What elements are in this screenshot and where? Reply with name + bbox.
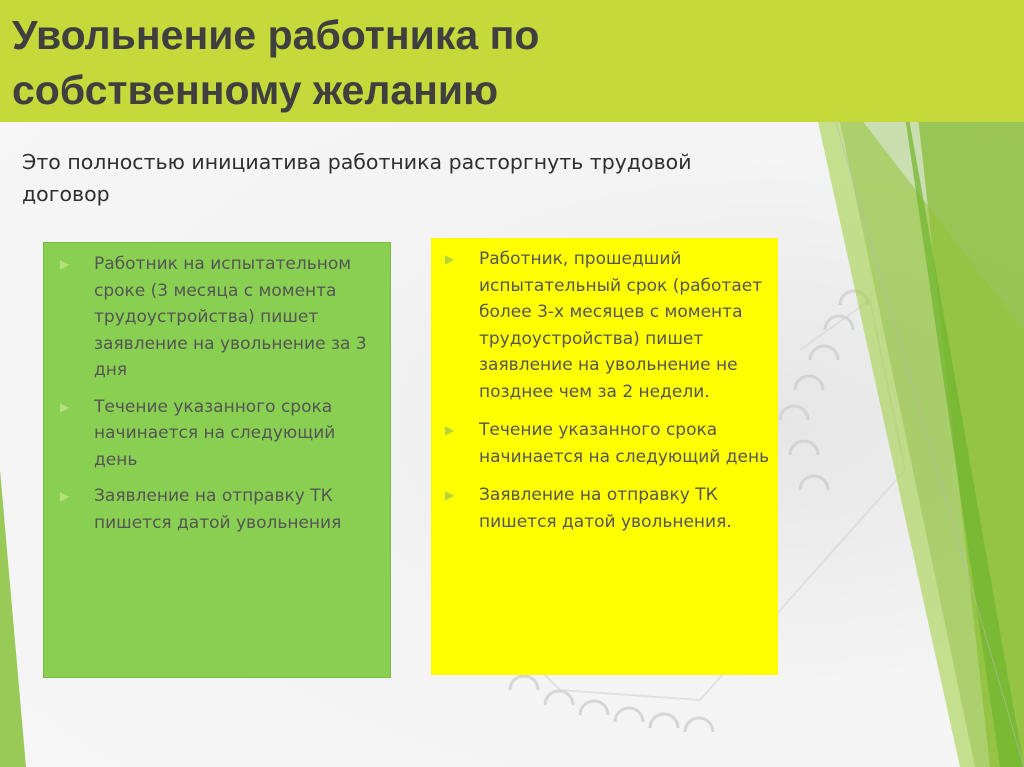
list-item-text: Течение указанного срока начинается на следующий день [94,396,336,470]
slide-title: Увольнение работника по собственному желанию [12,12,540,113]
list-item [443,482,770,535]
slide-subtitle: Это полностью инициатива работника расторгнуть трудовой договор [22,150,692,206]
list-item [58,251,382,384]
list-item [58,394,382,474]
left-panel [43,242,391,678]
shard-left [0,470,26,767]
list-item [58,483,382,536]
triangle-right-icon: ▶ [60,399,70,414]
list-item [443,417,770,470]
triangle-right-icon: ▶ [445,488,455,502]
triangle-right-icon: ▶ [445,252,455,266]
list-item [443,246,770,405]
triangle-right-icon: ▶ [445,423,455,437]
triangle-right-icon: ▶ [60,489,70,503]
list-item-text: Течение указанного срока начинается на следующий день [479,420,770,467]
list-item-text: Заявление на отправку ТК пишется датой увольнения [94,486,342,533]
list-item-text: Работник, прошедший испытательный срок (работает более 3-х месяцев с момента трудоустройства) пишет заявление на увольнение не позднее чем за 2 недели. [479,249,763,402]
triangle-right-icon: ▶ [60,257,70,271]
right-panel [431,238,778,675]
list-item-text: Заявление на отправку ТК пишется датой увольнения. [479,485,732,532]
list-item-text: Работник на испытательном сроке (3 месяца с момента трудоустройства) пишет заявление на увольнение за 3 дня [94,254,367,380]
